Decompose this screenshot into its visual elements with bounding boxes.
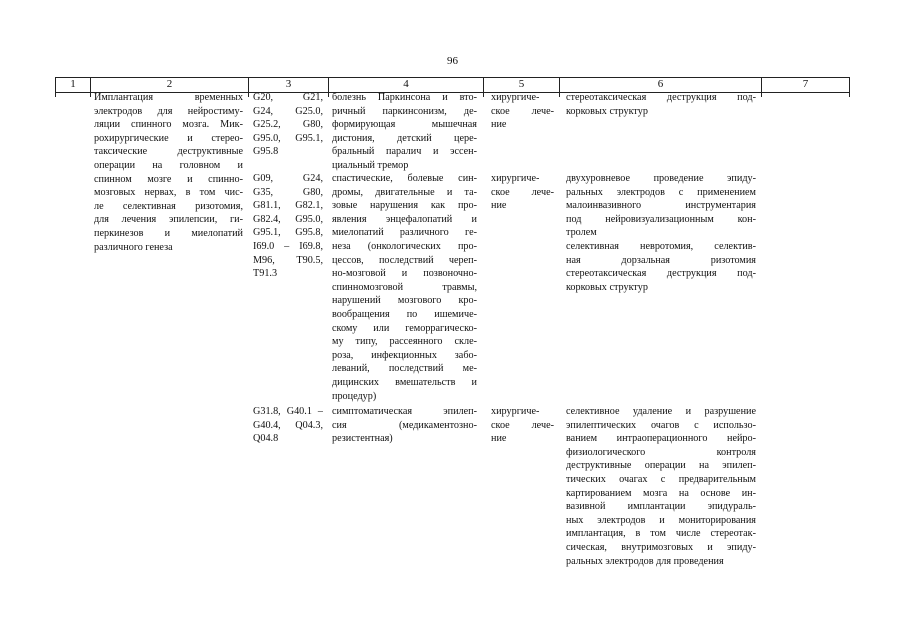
cell-text-line: ское лече- (491, 419, 554, 431)
method-cell (566, 91, 756, 118)
cell-text-line: цессов, последствий череп- (332, 254, 477, 266)
cell-text-line: G35, G80, (253, 186, 323, 198)
header-col-1: 1 (55, 78, 90, 92)
cell-text-line: двухуровневое проведение эпиду- (566, 173, 756, 184)
cell-text-line: неза (онкологических про- (332, 240, 477, 252)
cell-text-line: зовые нарушения как про- (332, 200, 477, 212)
cell-text-line: картированием мозга на основе ин- (566, 487, 756, 499)
row-divider-tick (248, 93, 249, 97)
cell-text-line: для лечения эпилепсии, ги- (94, 214, 243, 226)
cell-text-line: дистония, детский цере- (332, 132, 477, 144)
cell-text-line: миелопатий различного ге- (332, 227, 477, 239)
cell-text-line: леваний, последствий ме- (332, 363, 477, 375)
row-divider-tick (55, 93, 56, 97)
cell-text-line: болезнь Паркинсона и вто- (332, 92, 477, 103)
cell-text-line: под нейровизуализационным кон- (566, 213, 756, 225)
cell-text-line: тролем (566, 227, 597, 239)
header-col-2: 2 (90, 78, 248, 92)
cell-text-line: таксические деструктивные (94, 146, 243, 158)
cell-text-line: ское лече- (491, 105, 554, 117)
group-name-cell (94, 91, 243, 254)
cell-text-line: дицинских вмешательств и (332, 376, 477, 388)
cell-text-line: процедур) (332, 390, 377, 402)
cell-text-line: ванием интраоперационного нейро- (566, 433, 756, 445)
cell-text-line: ляции спинного мозга. Мик- (94, 119, 243, 131)
cell-text-line: ние (491, 119, 507, 131)
cell-text-line: Q04.8 (253, 433, 279, 445)
cell-text-line: хирургиче- (491, 406, 540, 417)
cell-text-line: ральных электродов с применением (566, 186, 756, 198)
cell-text-line: вообращения по ишемиче- (332, 308, 477, 320)
disease-cell (332, 91, 477, 173)
method-cell (566, 172, 756, 294)
cell-text-line: селективное удаление и разрушение (566, 406, 756, 417)
cell-text-line: Имплантация временных (94, 92, 243, 103)
cell-text-line: спастические, болевые син- (332, 173, 477, 184)
cell-text-line: бральный паралич и эссен- (332, 146, 477, 158)
cell-text-line: рохирургические и стерео- (94, 132, 243, 144)
codes-cell (253, 172, 323, 281)
header-col-3: 3 (248, 78, 328, 92)
cell-text-line: спинном мозге и спинно- (94, 173, 243, 185)
cell-text-line: G09, G24, (253, 173, 323, 184)
cell-text-line: ричный паркинсонизм, де- (332, 105, 477, 117)
cell-text-line: вазивной имплантации эпидураль- (566, 501, 756, 513)
cell-text-line: стереотаксическая деструкция под- (566, 92, 756, 103)
cell-text-line: симптоматическая эпилеп- (332, 406, 477, 417)
cell-text-line: ние (491, 433, 507, 445)
cell-text-line: явления энцефалопатий и (332, 213, 477, 225)
cell-text-line: имплантация, в том числе стереотак- (566, 528, 756, 540)
cell-text-line: G95.8 (253, 146, 279, 158)
header-col-6: 6 (559, 78, 761, 92)
codes-cell (253, 405, 323, 446)
cell-text-line: ная дорзальная ризотомия (566, 254, 756, 266)
cell-text-line: ле селективная ризотомия, (94, 200, 243, 212)
row-divider-tick (761, 93, 762, 97)
cell-text-line: G95.1, G95.8, (253, 227, 323, 239)
cell-text-line: резистентная) (332, 433, 393, 445)
cell-text-line: скому или геморрагическо- (332, 322, 477, 334)
cell-text-line: ское лече- (491, 186, 554, 198)
cell-text-line: мозговых нервах, в том чис- (94, 187, 243, 199)
row-divider-tick (849, 93, 850, 97)
cell-text-line: G24, G25.0, (253, 105, 323, 117)
cell-text-line: ральных электродов для проведения (566, 555, 724, 567)
header-col-5: 5 (483, 78, 559, 92)
cell-text-line: G20, G21, (253, 92, 323, 103)
treatment-cell (491, 172, 554, 213)
cell-text-line: хирургиче- (491, 173, 540, 184)
cell-text-line: корковых структур (566, 281, 648, 293)
cell-text-line: циальный тремор (332, 159, 409, 171)
cell-text-line: дромы, двигательные и та- (332, 186, 477, 198)
cell-text-line: T91.3 (253, 268, 278, 280)
cell-text-line: но-мозговой и позвоночно- (332, 268, 477, 280)
page-number: 96 (447, 55, 458, 67)
cell-text-line: корковых структур (566, 105, 648, 117)
disease-cell (332, 172, 477, 403)
cell-text-line: различного генеза (94, 241, 173, 253)
header-col-4: 4 (328, 78, 483, 92)
cell-text-line: G31.8, G40.1 – (253, 406, 323, 417)
codes-cell (253, 91, 323, 159)
row-divider-tick (90, 93, 91, 97)
cell-text-line: эпилептических очагов с использо- (566, 419, 756, 431)
cell-text-line: спинномозговой травмы, (332, 281, 477, 293)
cell-text-line: малоинвазивного инструментария (566, 200, 756, 212)
cell-text-line: стереотаксическая деструкция под- (566, 268, 756, 280)
cell-text-line: ние (491, 200, 507, 212)
cell-text-line: му типу, рассеянного скле- (332, 336, 477, 348)
method-cell (566, 405, 756, 568)
row-divider-tick (559, 93, 560, 97)
cell-text-line: нарушений мозгового кро- (332, 295, 477, 307)
cell-text-line: тических очагах с предварительным (566, 473, 756, 485)
cell-text-line: роза, инфекционных забо- (332, 349, 477, 361)
cell-text-line: физиологического контроля (566, 446, 756, 458)
cell-text-line: формирующая мышечная (332, 119, 477, 131)
header-col-7: 7 (761, 78, 850, 92)
cell-text-line: селективная невротомия, селектив- (566, 240, 756, 252)
row-divider-tick (483, 93, 484, 97)
treatment-cell (491, 91, 554, 132)
cell-text-line: G40.4, Q04.3, (253, 419, 323, 431)
cell-text-line: сическая, внутримозговых и эпиду- (566, 541, 756, 553)
cell-text-line: I69.0 – I69.8, (253, 240, 323, 252)
cell-text-line: перкинезов и миелопатий (94, 227, 243, 239)
cell-text-line: операции на головном и (94, 159, 243, 171)
disease-cell (332, 405, 477, 446)
cell-text-line: электродов для нейростиму- (94, 105, 243, 117)
cell-text-line: G82.4, G95.0, (253, 213, 323, 225)
cell-text-line: G81.1, G82.1, (253, 200, 323, 212)
cell-text-line: хирургиче- (491, 92, 540, 103)
cell-text-line: деструктивные операции на эпилеп- (566, 460, 756, 472)
row-divider-tick (328, 93, 329, 97)
cell-text-line: M96, T90.5, (253, 254, 323, 266)
cell-text-line: сия (медикаментозно- (332, 419, 477, 431)
cell-text-line: G95.0, G95.1, (253, 132, 323, 144)
cell-text-line: G25.2, G80, (253, 119, 323, 131)
cell-text-line: ных электродов и мониторирования (566, 514, 756, 526)
treatment-cell (491, 405, 554, 446)
